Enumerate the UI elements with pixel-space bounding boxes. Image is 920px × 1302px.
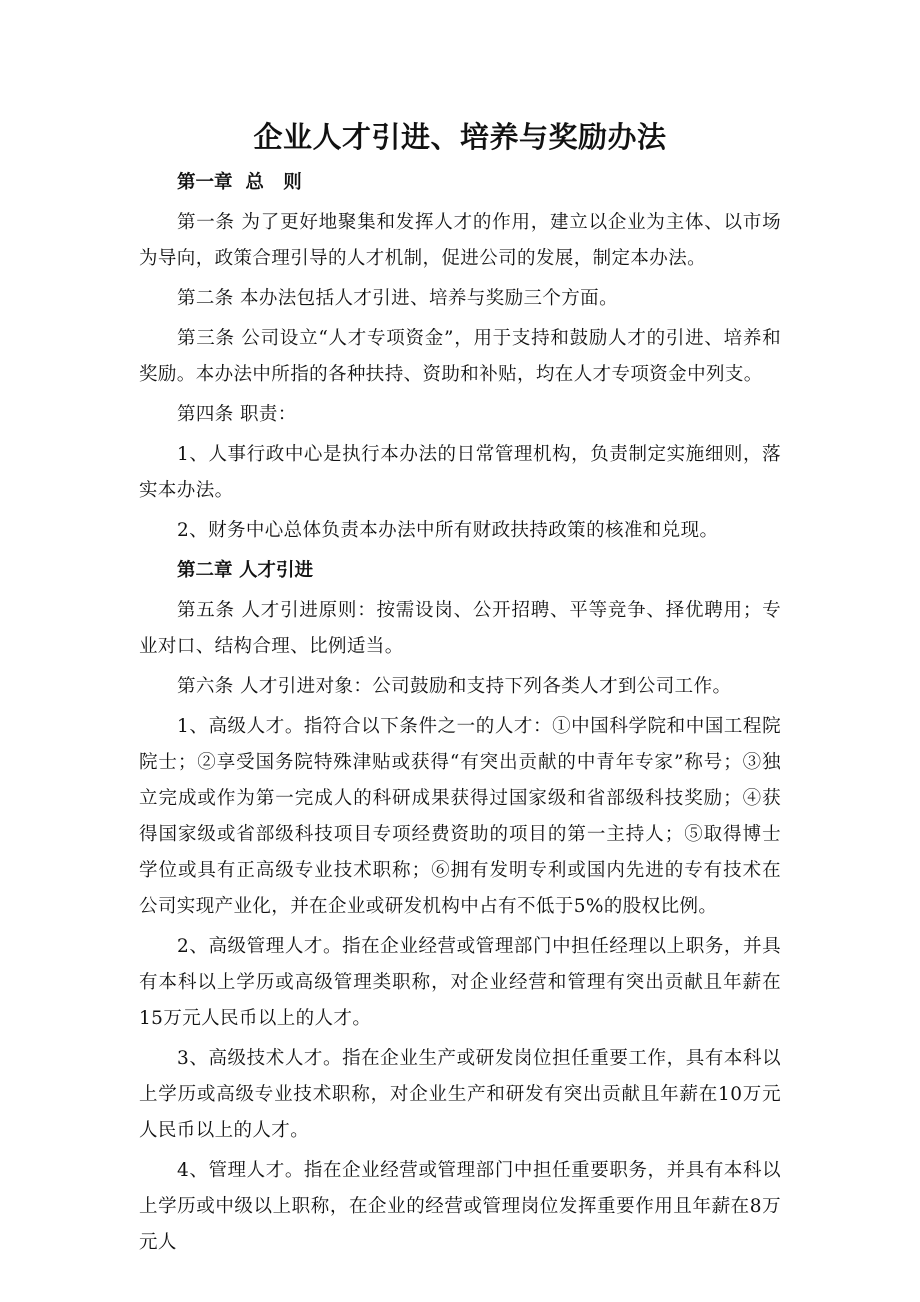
article-6-item-3: 3、高级技术人才。指在企业生产或研发岗位担任重要工作，具有本科以上学历或高级专业技术职称，对企业生产和研发有突出贡献且年薪在10万元人民币以上的人才。: [139, 1048, 781, 1141]
article-6-item-2: 2、高级管理人才。指在企业经营或管理部门中担任经理以上职务，并具有本科以上学历或高级管理类职称，对企业经营和管理有突出贡献且年薪在15万元人民币以上的人才。: [139, 936, 781, 1029]
article-6-item-1: 1、高级人才。指符合以下条件之一的人才：①中国科学院和中国工程院院士；②享受国务院特殊津贴或获得“有突出贡献的中青年专家”称号；③独立完成或作为第一完成人的科研成果获得过国家级和省部级科技奖励；④获得国家级或省部级科技项目专项经费资助的项目的第一主持人；⑤取得博士学位或具有正高级专业技术职称；⑥拥有发明专利或国内先进的专有技术在公司实现产业化，并在企业或研发机构中占有不低于5%的股权比例。: [139, 716, 781, 917]
article-6: 第六条 人才引进对象：公司鼓励和支持下列各类人才到公司工作。: [177, 676, 732, 697]
article-1: 第一条 为了更好地聚集和发挥人才的作用，建立以企业为主体、以市场为导向，政策合理引导的人才机制，促进公司的发展，制定本办法。: [139, 212, 781, 269]
document-title: 企业人才引进、培养与奖励办法: [253, 120, 667, 154]
article-5: 第五条 人才引进原则：按需设岗、公开招聘、平等竞争、择优聘用；专业对口、结构合理、比例适当。: [139, 600, 781, 657]
article-2: 第二条 本办法包括人才引进、培养与奖励三个方面。: [177, 288, 618, 309]
chapter-heading-1: 第一章 总 则: [177, 172, 302, 193]
article-4: 第四条 职责：: [177, 404, 297, 425]
article-6-item-4: 4、管理人才。指在企业经营或管理部门中担任重要职务，并具有本科以上学历或中级以上职称，在企业的经营或管理岗位发挥重要作用且年薪在8万元人: [139, 1160, 781, 1253]
chapter-heading-2: 第二章 人才引进: [177, 560, 313, 581]
article-4-item-1: 1、人事行政中心是执行本办法的日常管理机构，负责制定实施细则，落实本办法。: [139, 444, 781, 501]
article-3: 第三条 公司设立“人才专项资金”，用于支持和鼓励人才的引进、培养和奖励。本办法中所指的各种扶持、资助和补贴，均在人才专项资金中列支。: [139, 328, 781, 385]
article-4-item-2: 2、财务中心总体负责本办法中所有财政扶持政策的核准和兑现。: [177, 520, 719, 541]
document-page: [139, 112, 781, 1265]
